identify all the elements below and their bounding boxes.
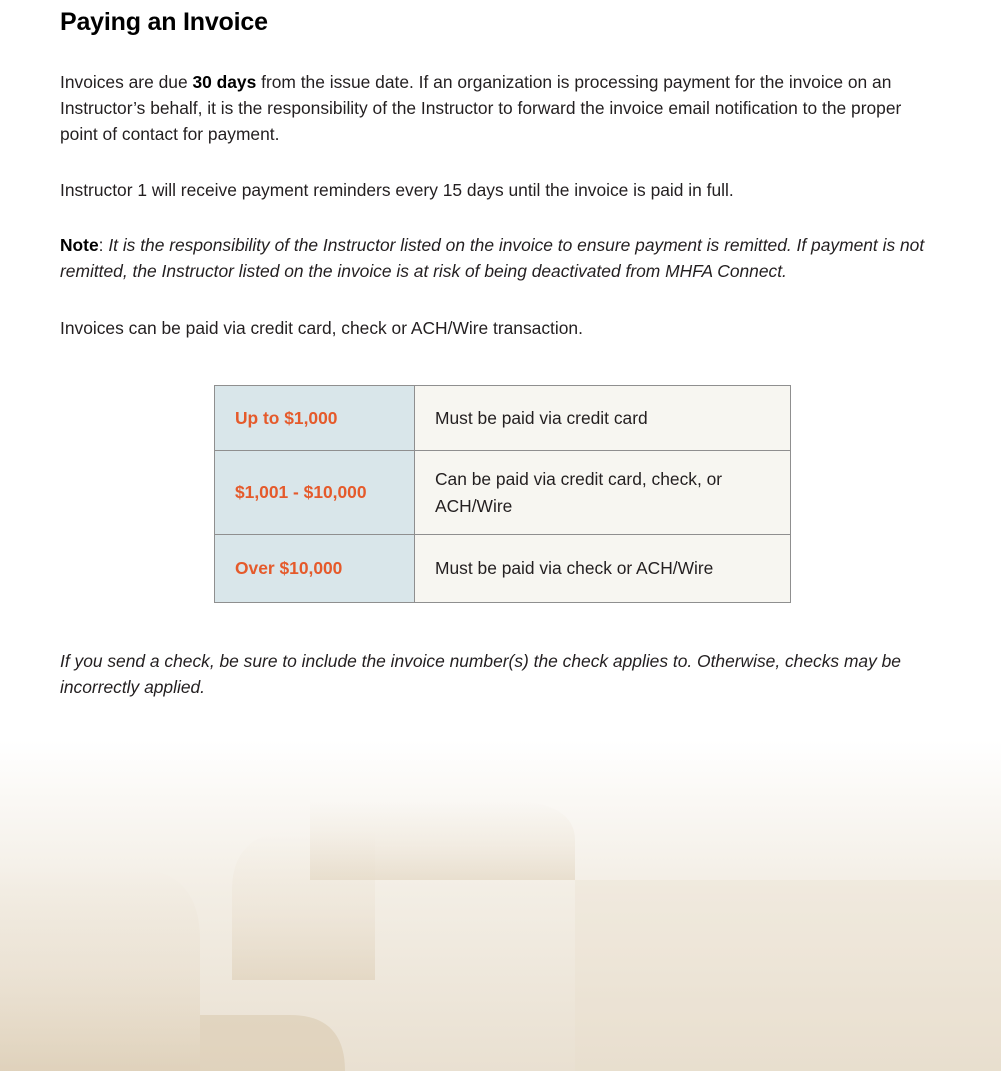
note-paragraph <box>60 232 940 284</box>
note-label: Note <box>60 235 99 255</box>
payment-rule-cell: Must be paid via check or ACH/Wire <box>415 535 791 603</box>
note-text: It is the responsibility of the Instructor listed on the invoice to ensure payment is remitted. If payment is not remitted, the Instructor listed on the invoice is at risk of being deactivated from MHFA Connect. <box>60 235 925 281</box>
background-decoration <box>0 740 1001 1071</box>
amount-range-cell: Up to $1,000 <box>215 386 415 451</box>
table-row <box>215 386 791 451</box>
note-colon: : <box>98 235 109 255</box>
payment-rule-cell: Must be paid via credit card <box>415 386 791 451</box>
check-instructions-paragraph: If you send a check, be sure to include the invoice number(s) the check applies to. Otherwise, checks may be incorrectly applied. <box>60 651 901 697</box>
amount-range-cell: $1,001 - $10,000 <box>215 451 415 535</box>
reminders-paragraph: Instructor 1 will receive payment reminders every 15 days until the invoice is paid in full. <box>60 180 734 200</box>
intro-text-after: from the issue date. If an organization is processing payment for the invoice on an Instructor’s behalf, it is the responsibility of the Instructor to forward the invoice email notification to the proper point of contact for payment. <box>60 72 902 144</box>
intro-text-before: Invoices are due <box>60 72 193 92</box>
intro-paragraph <box>60 69 940 147</box>
payment-rule-cell: Can be paid via credit card, check, or ACH/Wire <box>415 451 791 535</box>
amount-range-cell: Over $10,000 <box>215 535 415 603</box>
page-title: Paying an Invoice <box>60 8 268 36</box>
due-days-emphasis: 30 days <box>192 72 257 92</box>
payment-methods-paragraph: Invoices can be paid via credit card, check or ACH/Wire transaction. <box>60 318 583 338</box>
payment-methods-table <box>214 385 791 603</box>
table-row <box>215 535 791 603</box>
table-row <box>215 451 791 535</box>
